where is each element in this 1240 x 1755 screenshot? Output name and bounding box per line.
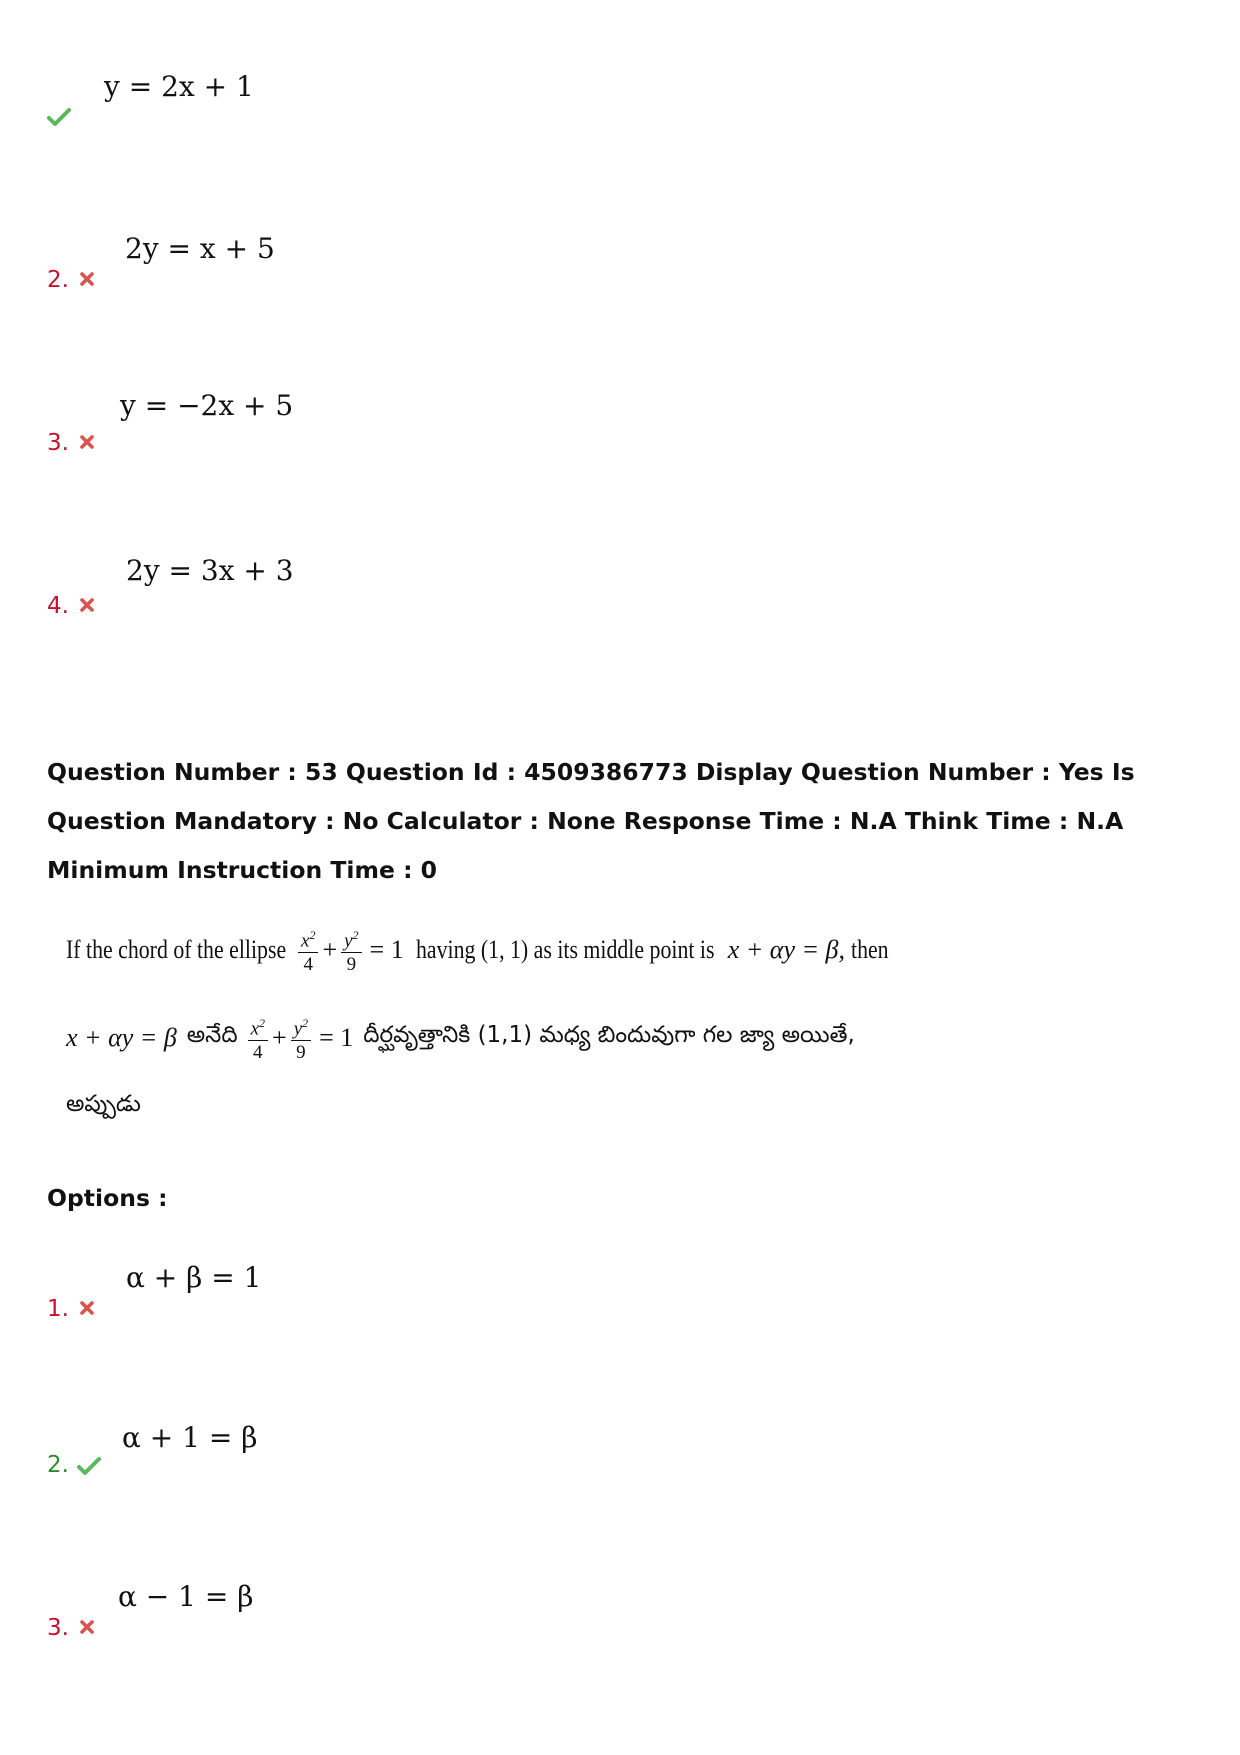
frac-numerator: x xyxy=(301,930,310,952)
cross-icon xyxy=(79,1619,95,1635)
fraction-y2-over-9 xyxy=(341,925,361,975)
frac-numerator: y xyxy=(344,930,353,952)
equals-one-telugu: = 1 xyxy=(319,1023,354,1052)
chord-equation-telugu: x + αy = β xyxy=(66,1023,177,1052)
frac-denominator: 4 xyxy=(253,1042,263,1064)
prev-option-3-number: 3. xyxy=(47,430,69,456)
fraction-x2-over-4-telugu xyxy=(248,1013,268,1063)
plus-sign: + xyxy=(322,935,338,964)
option-1-expr: α + β = 1 xyxy=(126,1261,262,1294)
question-telugu-line xyxy=(66,1003,855,1073)
question-telugu-line-2 xyxy=(66,1087,141,1127)
fraction-y2-over-9-telugu xyxy=(291,1013,311,1063)
question-header: Question Number : 53 Question Id : 4509386773 Display Question Number : Yes Is Question Mandatory : No Calculator : None Response Time : N.A Think Time : N.A Minimum Instruction Time : 0 xyxy=(47,758,1135,884)
frac-exponent: 2 xyxy=(259,1015,266,1030)
question-english-line xyxy=(66,915,896,985)
question-statement xyxy=(66,915,966,1135)
frac-denominator: 9 xyxy=(346,954,357,976)
prev-option-3-expr: y = −2x + 5 xyxy=(120,389,294,422)
option-2-number: 2. xyxy=(47,1452,69,1478)
option-1-number: 1. xyxy=(47,1296,69,1322)
cross-icon xyxy=(79,271,95,287)
cross-icon xyxy=(79,597,95,613)
telugu-rest: దీర్ఘవృత్తానికి (1,1) మధ్య బిందువుగా గల జ్యా అయితే, xyxy=(363,1022,855,1048)
prev-option-4-expr: 2y = 3x + 3 xyxy=(126,554,294,587)
frac-exponent: 2 xyxy=(309,927,316,942)
options-label: Options : xyxy=(47,1184,168,1212)
plus-sign: + xyxy=(272,1023,287,1052)
check-icon xyxy=(77,1456,101,1476)
frac-numerator: x xyxy=(250,1018,260,1040)
question-prefix: If the chord of the ellipse xyxy=(66,935,287,964)
frac-denominator: 4 xyxy=(303,954,313,976)
fraction-x2-over-4 xyxy=(298,925,318,975)
prev-option-4-number: 4. xyxy=(47,593,69,619)
question-middle-text: having (1, 1) as its middle point is xyxy=(415,935,715,964)
equals-one: = 1 xyxy=(369,935,404,964)
prev-option-2-number: 2. xyxy=(47,267,69,293)
frac-numerator: y xyxy=(293,1018,303,1040)
cross-icon xyxy=(79,434,95,450)
frac-exponent: 2 xyxy=(302,1015,309,1030)
chord-equation: x + αy = β, xyxy=(727,935,845,964)
check-icon xyxy=(47,107,71,127)
cross-icon xyxy=(79,1300,95,1316)
question-suffix: then xyxy=(851,935,889,964)
prev-option-2-expr: 2y = x + 5 xyxy=(125,232,275,265)
prev-option-1-expr: y = 2x + 1 xyxy=(104,70,254,103)
option-3-expr: α − 1 = β xyxy=(118,1580,254,1613)
option-3-number: 3. xyxy=(47,1615,69,1641)
telugu-appudu: అప్పుడు xyxy=(66,1091,141,1117)
option-2-expr: α + 1 = β xyxy=(122,1421,258,1454)
frac-exponent: 2 xyxy=(352,927,359,942)
telugu-word-anedi: అనేది xyxy=(186,1022,238,1048)
frac-denominator: 9 xyxy=(296,1042,306,1064)
